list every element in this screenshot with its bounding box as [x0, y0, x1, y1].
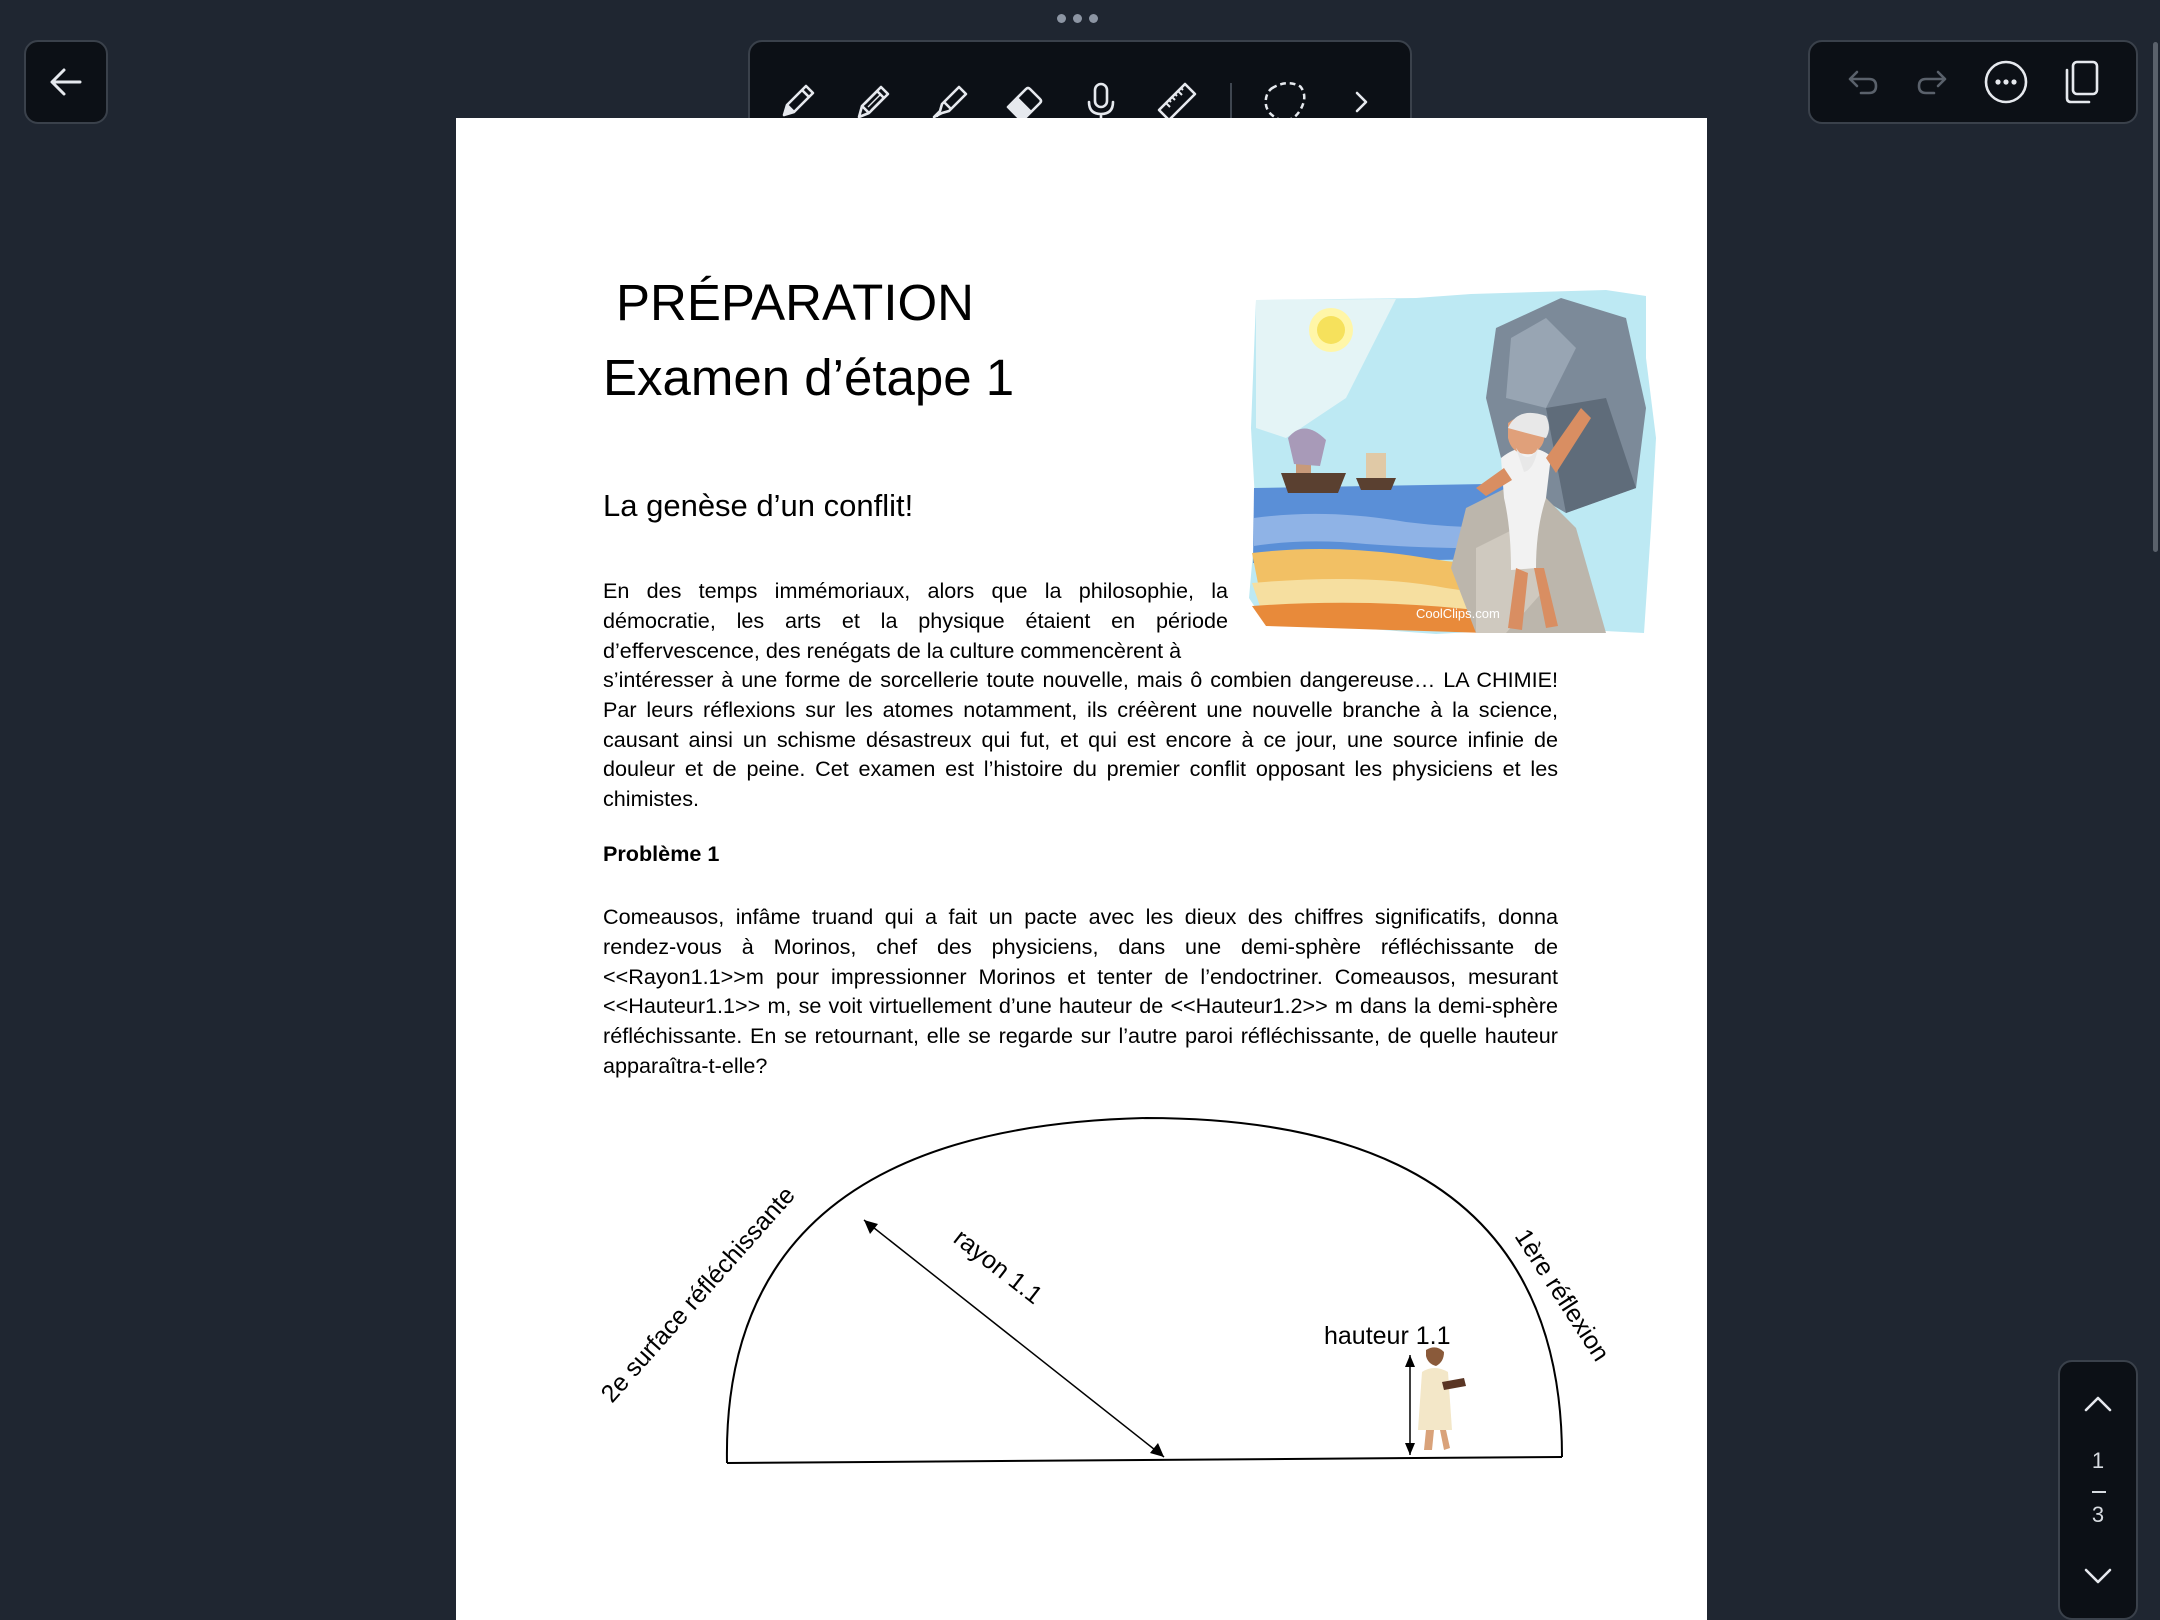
intro-paragraph-part1: En des temps immémoriaux, alors que la philosophie, la démocratie, les arts et la physique étaient en période d’effervescence, des renégats de la culture commencèrent à — [603, 578, 1228, 663]
hemisphere-diagram — [456, 118, 1707, 1620]
arrow-left-icon — [46, 62, 86, 102]
scroll-indicator[interactable] — [2153, 42, 2158, 552]
label-first-reflection: 1ère réflexion — [1508, 1224, 1615, 1367]
undo-icon[interactable] — [1843, 62, 1883, 102]
hemisphere-base — [727, 1457, 1562, 1463]
current-page-number: 1 — [2091, 1448, 2105, 1473]
section-heading: La genèse d’un conflit! — [603, 488, 914, 523]
document-page[interactable] — [456, 118, 1707, 1620]
label-radius: rayon 1.1 — [948, 1223, 1048, 1310]
page-subtitle: Examen d’étape 1 — [603, 349, 1015, 406]
back-button[interactable] — [24, 40, 108, 124]
chevron-down-icon[interactable] — [2080, 1558, 2116, 1594]
chevron-up-icon[interactable] — [2080, 1386, 2116, 1422]
radius-line — [864, 1220, 1164, 1457]
woman-figure — [1418, 1347, 1466, 1450]
page-divider — [2092, 1491, 2106, 1493]
toolbar-drag-handle[interactable] — [1057, 14, 1098, 23]
total-pages: 3 — [2091, 1502, 2105, 1527]
document-actions — [1808, 40, 2138, 124]
intro-paragraph-part2: s’intéresser à une forme de sorcellerie toute nouvelle, mais ô combien dangereuse… LA CHIMIE! Par leurs réflexions sur les atomes notamment, ils créèrent une nouvelle branche à la science, causant ainsi un schisme désastreux qui fut, et qui est encore à ce jour, une source infinie de douleur et de peine. Cet examen est l’histoire du premier conflit opposant les physiciens et les chimistes. — [603, 667, 1558, 812]
label-height: hauteur 1.1 — [1324, 1322, 1451, 1350]
label-second-surface: 2e surface réfléchissante — [595, 1181, 801, 1408]
image-watermark: CoolClips.com — [1416, 606, 1500, 621]
page-title: PRÉPARATION — [616, 274, 974, 331]
chevron-right-icon — [1346, 87, 1376, 117]
problem-paragraph: Comeausos, infâme truand qui a fait un pacte avec les dieux des chiffres significatifs, donna rendez-vous à Morinos, chef des physiciens, dans une demi-sphère réfléchissante de <<Rayon1.1>>m pour impressionner Morinos et tenter de l’endoctriner. Comeausos, mesurant <<Hauteur1.1>> m, se voit virtuellement d’une hauteur de <<Hauteur1.2>> m dans la demi-sphère réfléchissante. En se retournant, elle se regarde sur l’autre paroi réfléchissante, de quelle hauteur apparaîtra-t-elle? — [603, 904, 1558, 1078]
more-options-icon[interactable] — [1982, 58, 2030, 106]
redo-icon[interactable] — [1912, 62, 1952, 102]
page-navigator — [2058, 1360, 2138, 1620]
problem-title: Problème 1 — [603, 841, 720, 866]
toolbar-separator — [1230, 83, 1232, 121]
pages-icon[interactable] — [2059, 58, 2103, 106]
